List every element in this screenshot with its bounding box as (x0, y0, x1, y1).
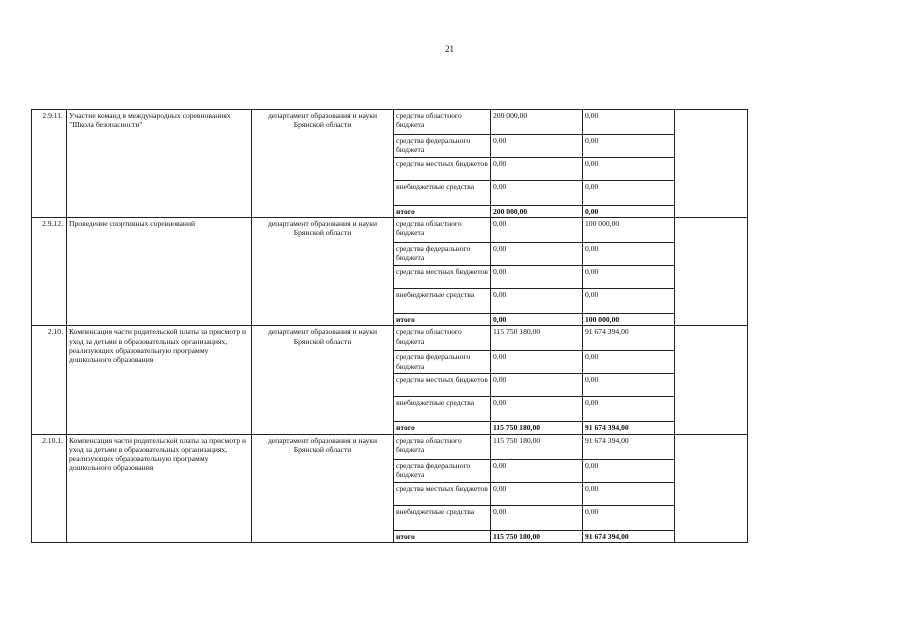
responsible-department: департамент образования и науки Брянской области (252, 218, 394, 326)
funding-source: средства областного бюджета (394, 218, 491, 243)
amount-column-2: 0,00 (583, 397, 675, 422)
item-name: Участие команд в международных соревнованиях "Школа безопасности" (67, 110, 252, 218)
funding-source: средства областного бюджета (394, 434, 491, 459)
amount-column-2: 91 674 394,00 (583, 530, 675, 542)
amount-column-2: 100 000,00 (583, 314, 675, 326)
total-label: итого (394, 206, 491, 218)
amount-column-1: 0,00 (491, 158, 583, 181)
amount-column-1: 115 750 180,00 (491, 422, 583, 434)
item-name: Проведение спортивных соревнований (67, 218, 252, 326)
empty-column (675, 326, 748, 434)
amount-column-2: 0,00 (583, 243, 675, 266)
total-label: итого (394, 314, 491, 326)
funding-source: внебюджетные средства (394, 505, 491, 530)
amount-column-1: 0,00 (491, 289, 583, 314)
table-row (32, 218, 748, 243)
amount-column-1: 200 000,00 (491, 110, 583, 135)
amount-column-1: 115 750 180,00 (491, 530, 583, 542)
amount-column-2: 91 674 394,00 (583, 422, 675, 434)
amount-column-1: 0,00 (491, 243, 583, 266)
amount-column-2: 0,00 (583, 351, 675, 374)
table-row (32, 326, 748, 351)
funding-source: средства областного бюджета (394, 326, 491, 351)
amount-column-2: 0,00 (583, 110, 675, 135)
funding-source: внебюджетные средства (394, 181, 491, 206)
item-number: 2.9.11. (32, 110, 67, 218)
responsible-department: департамент образования и науки Брянской области (252, 326, 394, 434)
funding-source: средства федерального бюджета (394, 135, 491, 158)
amount-column-2: 0,00 (583, 158, 675, 181)
funding-source: средства местных бюджетов (394, 158, 491, 181)
item-number: 2.9.12. (32, 218, 67, 326)
amount-column-2: 0,00 (583, 505, 675, 530)
empty-column (675, 110, 748, 218)
amount-column-2: 0,00 (583, 482, 675, 505)
total-label: итого (394, 422, 491, 434)
amount-column-1: 0,00 (491, 482, 583, 505)
funding-source: средства федерального бюджета (394, 351, 491, 374)
amount-column-1: 0,00 (491, 374, 583, 397)
amount-column-2: 0,00 (583, 459, 675, 482)
table-row (32, 434, 748, 459)
funding-source: средства федерального бюджета (394, 459, 491, 482)
funding-source: средства областного бюджета (394, 110, 491, 135)
amount-column-1: 0,00 (491, 505, 583, 530)
amount-column-2: 0,00 (583, 266, 675, 289)
funding-source: внебюджетные средства (394, 397, 491, 422)
amount-column-1: 0,00 (491, 397, 583, 422)
amount-column-2: 0,00 (583, 181, 675, 206)
amount-column-1: 0,00 (491, 218, 583, 243)
amount-column-2: 0,00 (583, 374, 675, 397)
amount-column-2: 0,00 (583, 206, 675, 218)
budget-table (31, 109, 748, 543)
amount-column-2: 91 674 394,00 (583, 326, 675, 351)
amount-column-1: 0,00 (491, 181, 583, 206)
item-number: 2.10.1. (32, 434, 67, 542)
funding-source: средства местных бюджетов (394, 266, 491, 289)
amount-column-1: 0,00 (491, 351, 583, 374)
funding-source: внебюджетные средства (394, 289, 491, 314)
amount-column-2: 100 000,00 (583, 218, 675, 243)
item-number: 2.10. (32, 326, 67, 434)
item-name: Компенсация части родительской платы за присмотр и уход за детьми в образовательных организациях, реализующих образовательную программу дошкольного образования (67, 326, 252, 434)
table-row (32, 110, 748, 135)
amount-column-1: 0,00 (491, 314, 583, 326)
amount-column-1: 0,00 (491, 266, 583, 289)
item-name: Компенсация части родительской платы за присмотр и уход за детьми в образовательных организациях, реализующих образовательную программу дошкольного образования (67, 434, 252, 542)
amount-column-2: 0,00 (583, 135, 675, 158)
amount-column-1: 0,00 (491, 459, 583, 482)
amount-column-1: 115 750 180,00 (491, 434, 583, 459)
responsible-department: департамент образования и науки Брянской области (252, 434, 394, 542)
page-number: 21 (445, 44, 454, 54)
funding-source: средства местных бюджетов (394, 482, 491, 505)
amount-column-1: 115 750 180,00 (491, 326, 583, 351)
empty-column (675, 434, 748, 542)
funding-source: средства местных бюджетов (394, 374, 491, 397)
empty-column (675, 218, 748, 326)
amount-column-2: 0,00 (583, 289, 675, 314)
funding-source: средства федерального бюджета (394, 243, 491, 266)
amount-column-1: 0,00 (491, 135, 583, 158)
amount-column-1: 200 000,00 (491, 206, 583, 218)
amount-column-2: 91 674 394,00 (583, 434, 675, 459)
total-label: итого (394, 530, 491, 542)
responsible-department: департамент образования и науки Брянской области (252, 110, 394, 218)
